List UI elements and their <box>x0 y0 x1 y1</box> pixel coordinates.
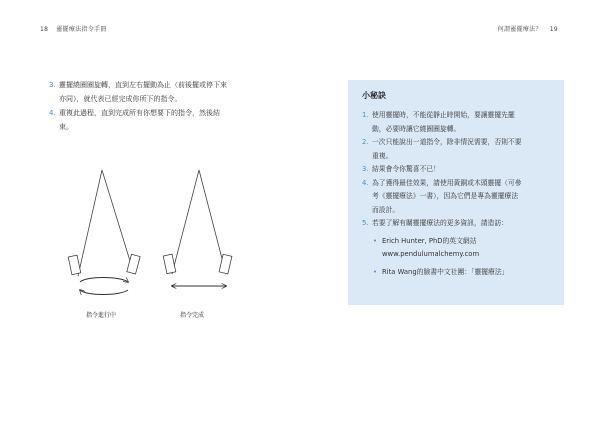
step-text-line: 靈擺繞圈圈旋轉，直到左右擺動為止（前後擺或停下來 <box>59 81 227 89</box>
tip-number: 1. <box>362 111 369 119</box>
step-item <box>49 78 249 106</box>
resource-text: Rita Wang的臉書中文社團：「靈擺療法」 <box>382 267 509 276</box>
pendulum-swinging <box>163 170 232 286</box>
resource-url: www.pendulumalchemy.com <box>382 250 480 258</box>
tips-box <box>348 80 564 305</box>
tip-text-line: 考《靈擺療法》一書），因為它們是專為靈擺療法 <box>372 192 519 200</box>
tip-text-line: 動，必要時讓它繞圈圈旋轉。 <box>372 124 461 133</box>
pendulum-diagram <box>56 166 256 326</box>
caption-in-progress: 指令進行中 <box>86 312 117 319</box>
step-text-line: 重複此過程，直到完成所有你想要下的指令，然後結 <box>59 109 220 117</box>
step-text-line: 亦同），就代表已經完成你所下的指令。 <box>59 95 182 103</box>
running-head-left <box>40 24 107 33</box>
tip-number: 5. <box>362 219 369 227</box>
page-number-left: 18 <box>40 26 49 33</box>
tip-number: 2. <box>362 138 369 146</box>
book-title: 靈擺療法指令手冊 <box>56 26 107 33</box>
tip-text-line: 使用靈擺時，不能從靜止時開始，要讓靈擺先擺 <box>372 111 515 119</box>
tip-number: 4. <box>362 178 369 187</box>
step-number: 4. <box>49 109 56 117</box>
running-head-right <box>498 24 558 33</box>
pendulum-circling <box>68 170 140 295</box>
tip-text-line: 為了獲得最佳效果，請使用黃銅或木頭靈擺（可參 <box>372 178 522 187</box>
tip-number: 3. <box>362 165 369 173</box>
tip-item <box>362 217 552 231</box>
tip-text-line: 結果會令你驚喜不已！ <box>372 165 440 173</box>
tip-text-line: 若要了解有關靈擺療法的更多資訊，請造訪： <box>372 219 508 227</box>
resource-item <box>362 235 552 262</box>
tip-item <box>362 109 552 136</box>
tip-text-line: 重複。 <box>372 151 393 160</box>
tip-item <box>362 177 552 218</box>
steps-list <box>49 78 249 134</box>
tips-title: 小秘訣 <box>362 91 386 100</box>
step-item <box>49 106 249 134</box>
tip-text-line: 一次只能說出一道指令，除非情況需要，否則不要 <box>372 138 522 146</box>
resource-text: Erich Hunter, PhD的英文網站 <box>382 236 477 245</box>
pendulum-figure <box>56 166 256 326</box>
step-number: 3. <box>49 81 56 89</box>
caption-complete: 指令完成 <box>180 312 205 319</box>
tip-item <box>362 163 552 177</box>
tip-text-line: 而設計。 <box>372 205 400 214</box>
tip-item <box>362 136 552 163</box>
bullet: • <box>373 236 378 245</box>
step-text-line: 束。 <box>59 123 73 131</box>
chapter-title: 何謂靈擺療法？ <box>497 26 542 33</box>
page-number-right: 19 <box>549 26 558 33</box>
bullet: • <box>373 267 378 276</box>
resource-item <box>362 266 552 280</box>
